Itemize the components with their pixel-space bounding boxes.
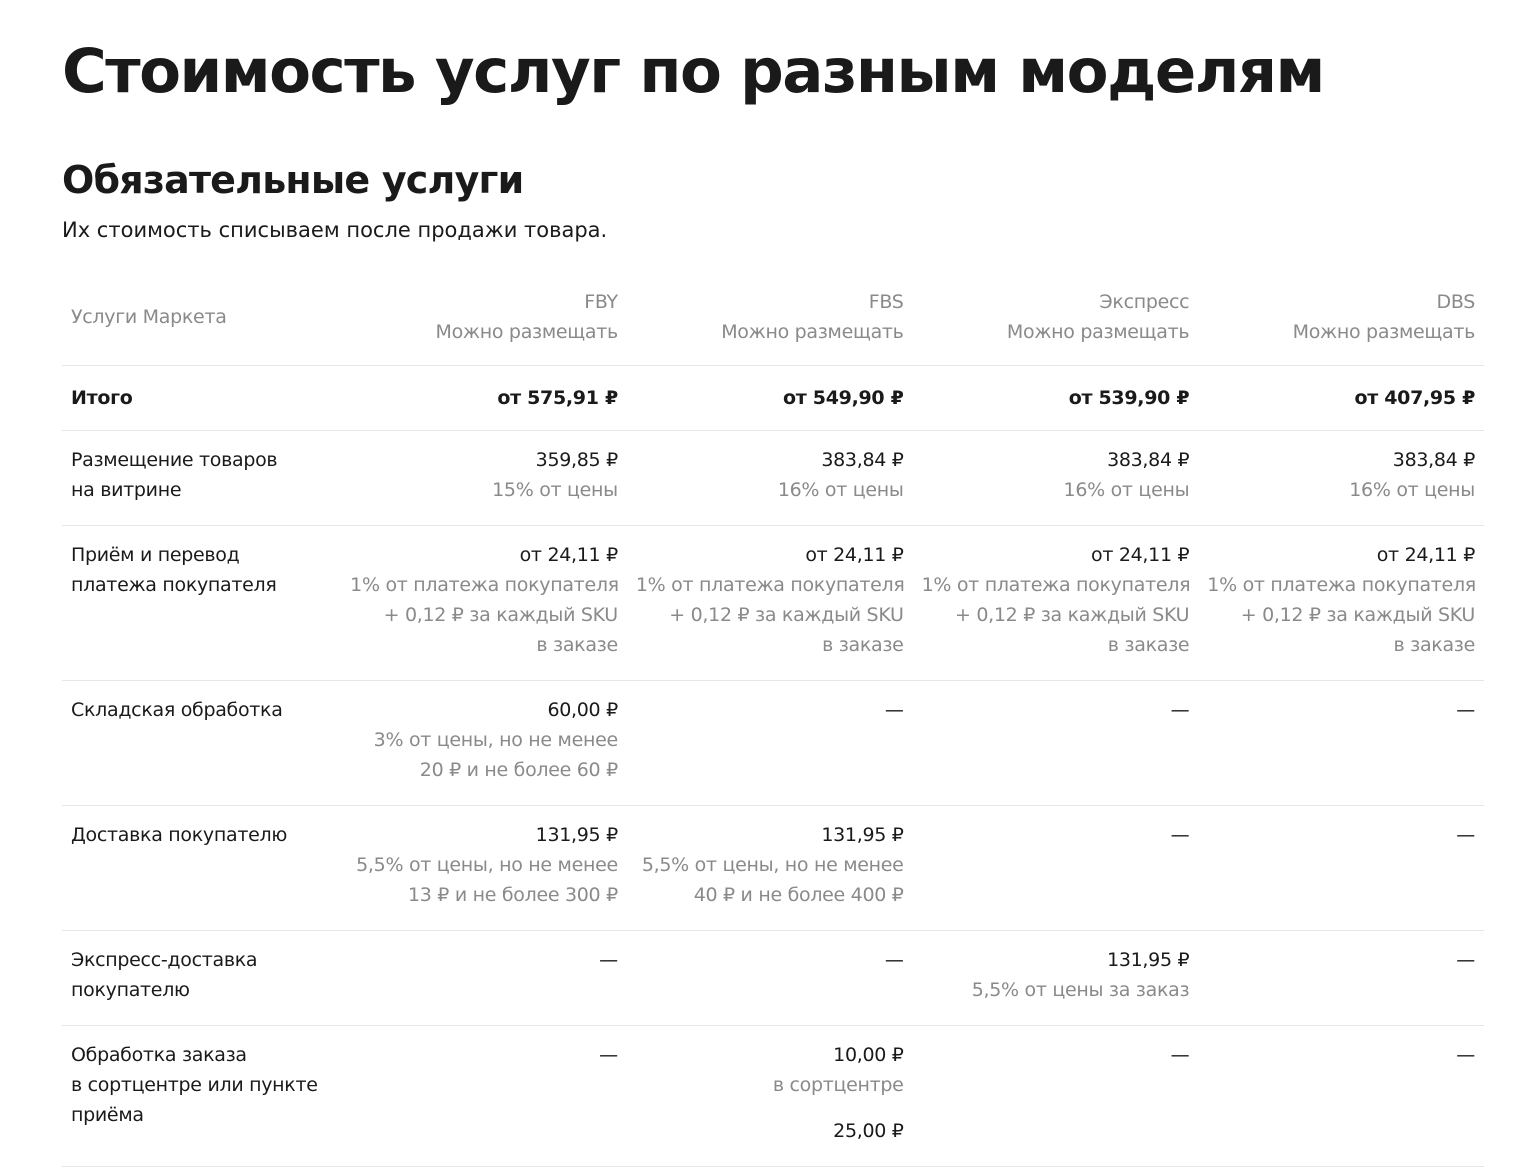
price-cell xyxy=(1198,1026,1484,1167)
service-label xyxy=(62,806,341,931)
price-note: 1% от платежа покупателя xyxy=(921,574,1191,596)
price-note: 13 ₽ и не более 300 ₽ xyxy=(407,884,618,906)
price-cell xyxy=(341,1026,627,1167)
column-note: Можно размещать xyxy=(1292,321,1475,343)
price-value: — xyxy=(599,949,618,971)
price-note: 5,5% от цены, но не менее xyxy=(641,854,904,876)
price-cell xyxy=(341,931,627,1026)
price-note: 1% от платежа покупателя xyxy=(1207,574,1476,596)
total-row xyxy=(62,366,1484,431)
column-name: FBY xyxy=(584,291,618,313)
price-note: 40 ₽ и не более 400 ₽ xyxy=(693,884,904,906)
price-cell xyxy=(1198,526,1484,681)
page-title: Стоимость услуг по разным моделям xyxy=(62,36,1324,107)
price-value: 383,84 ₽ xyxy=(1107,449,1190,471)
table-row xyxy=(62,1026,1484,1167)
price-cell xyxy=(913,1026,1199,1167)
price-value: 131,95 ₽ xyxy=(535,824,618,846)
price-value: 25,00 ₽ xyxy=(833,1120,904,1142)
section-subtitle: Их стоимость списываем после продажи товара. xyxy=(62,218,608,242)
price-value: — xyxy=(1170,1044,1190,1066)
section-title: Обязательные услуги xyxy=(62,158,524,202)
price-note: 3% от цены, но не менее xyxy=(373,729,618,751)
total-label: Итого xyxy=(62,366,341,431)
price-value: — xyxy=(884,699,904,721)
service-label-line: на витрине xyxy=(71,479,182,501)
price-cell xyxy=(627,681,913,806)
price-cell xyxy=(341,431,627,526)
price-note: 16% от цены xyxy=(777,479,904,501)
price-value: 60,00 ₽ xyxy=(547,699,618,721)
service-label-line: платежа покупателя xyxy=(71,574,277,596)
price-note: в сортцентре xyxy=(772,1074,904,1096)
price-note: в заказе xyxy=(1393,634,1475,656)
service-label-line: Складская обработка xyxy=(71,699,283,721)
price-cell xyxy=(913,931,1199,1026)
column-note: Можно размещать xyxy=(435,321,618,343)
price-value: 131,95 ₽ xyxy=(821,824,904,846)
price-note: + 0,12 ₽ за каждый SKU xyxy=(954,604,1190,626)
price-value: — xyxy=(1456,699,1475,721)
column-note: Можно размещать xyxy=(721,321,904,343)
price-note: 16% от цены xyxy=(1349,479,1475,501)
column-header-fbs xyxy=(627,272,913,366)
service-label-line: покупателю xyxy=(71,979,190,1001)
price-note: 5,5% от цены, но не менее xyxy=(356,854,618,876)
price-cell xyxy=(913,526,1199,681)
service-label-line: Доставка покупателю xyxy=(71,824,288,846)
price-cell xyxy=(341,681,627,806)
price-cell xyxy=(1198,681,1484,806)
service-label-line: Приём и перевод xyxy=(71,544,240,566)
price-note: + 0,12 ₽ за каждый SKU xyxy=(383,604,618,626)
price-note: в заказе xyxy=(536,634,618,656)
price-cell xyxy=(627,431,913,526)
service-label-line: приёма xyxy=(71,1104,144,1126)
service-label xyxy=(62,526,341,681)
column-header-express xyxy=(913,272,1199,366)
price-value: — xyxy=(1456,824,1475,846)
service-label xyxy=(62,431,341,526)
price-cell xyxy=(341,526,627,681)
total-value: от 407,95 ₽ xyxy=(1198,366,1484,431)
total-value: от 549,90 ₽ xyxy=(627,366,913,431)
price-value: — xyxy=(1170,699,1190,721)
price-value: — xyxy=(884,949,904,971)
service-label-line: Обработка заказа xyxy=(71,1044,247,1066)
table-row xyxy=(62,431,1484,526)
price-value: — xyxy=(1456,1044,1475,1066)
price-note: 1% от платежа покупателя xyxy=(635,574,905,596)
price-cell xyxy=(627,931,913,1026)
price-cell xyxy=(1198,931,1484,1026)
price-note: 5,5% от цены за заказ xyxy=(971,979,1190,1001)
price-value: 383,84 ₽ xyxy=(1392,449,1475,471)
price-value: от 24,11 ₽ xyxy=(805,544,904,566)
price-cell xyxy=(1198,431,1484,526)
price-note: 20 ₽ и не более 60 ₽ xyxy=(419,759,618,781)
price-value: 131,95 ₽ xyxy=(1107,949,1190,971)
price-note: + 0,12 ₽ за каждый SKU xyxy=(1240,604,1475,626)
column-name: DBS xyxy=(1436,291,1475,313)
price-value: от 24,11 ₽ xyxy=(1091,544,1190,566)
service-label xyxy=(62,681,341,806)
table-header-row xyxy=(62,272,1484,366)
price-cell xyxy=(913,806,1199,931)
price-note: 15% от цены xyxy=(492,479,618,501)
price-value: 359,85 ₽ xyxy=(535,449,618,471)
price-value: — xyxy=(1456,949,1475,971)
service-label xyxy=(62,1026,341,1167)
price-value: 383,84 ₽ xyxy=(821,449,904,471)
service-label-line: в сортцентре или пункте xyxy=(71,1074,318,1096)
table-row xyxy=(62,806,1484,931)
price-note: 16% от цены xyxy=(1063,479,1190,501)
price-cell xyxy=(627,526,913,681)
price-cell xyxy=(913,681,1199,806)
service-label-line: Экспресс-доставка xyxy=(71,949,258,971)
price-value: от 24,11 ₽ xyxy=(519,544,618,566)
price-note: в заказе xyxy=(822,634,904,656)
table-row xyxy=(62,931,1484,1026)
price-cell xyxy=(341,806,627,931)
price-cell xyxy=(913,431,1199,526)
total-value: от 539,90 ₽ xyxy=(913,366,1199,431)
price-value: — xyxy=(1170,824,1190,846)
column-header-dbs xyxy=(1198,272,1484,366)
label-header: Услуги Маркета xyxy=(62,272,341,366)
price-note: + 0,12 ₽ за каждый SKU xyxy=(669,604,904,626)
table-row xyxy=(62,526,1484,681)
price-note: 1% от платежа покупателя xyxy=(350,574,619,596)
price-value: от 24,11 ₽ xyxy=(1376,544,1475,566)
column-name: Экспресс xyxy=(1099,291,1190,313)
price-cell xyxy=(1198,806,1484,931)
column-name: FBS xyxy=(868,291,904,313)
table-row xyxy=(62,681,1484,806)
total-value: от 575,91 ₽ xyxy=(341,366,627,431)
price-value: 10,00 ₽ xyxy=(833,1044,904,1066)
column-note: Можно размещать xyxy=(1006,321,1190,343)
price-value: — xyxy=(599,1044,618,1066)
service-label-line: Размещение товаров xyxy=(71,449,278,471)
service-label xyxy=(62,931,341,1026)
column-header-fby xyxy=(341,272,627,366)
price-note: в заказе xyxy=(1107,634,1190,656)
pricing-table xyxy=(62,272,1484,1167)
price-cell xyxy=(627,806,913,931)
price-cell xyxy=(627,1026,913,1167)
